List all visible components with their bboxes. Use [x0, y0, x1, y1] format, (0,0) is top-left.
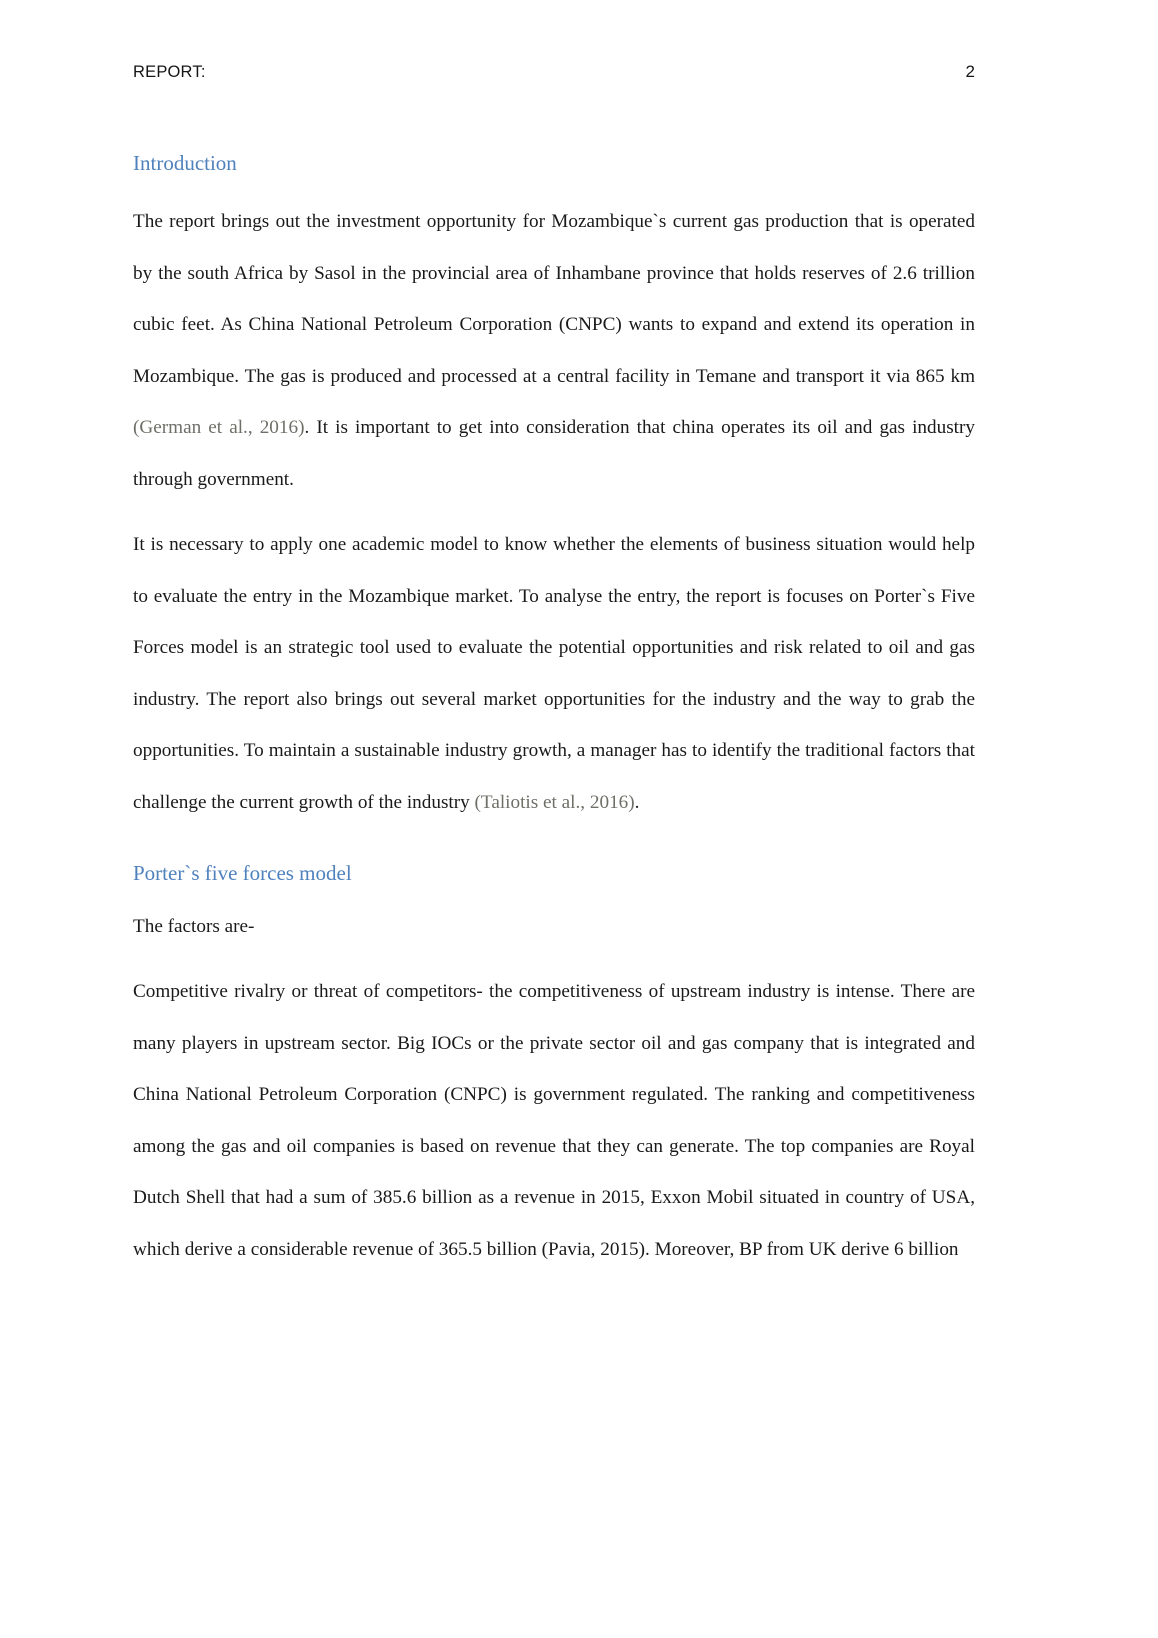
running-header	[133, 0, 975, 92]
citation-taliotis-2016: (Taliotis et al., 2016)	[474, 791, 635, 813]
text-run: Competitive rivalry or threat of competitors- the competitiveness of upstream industry is intense. There are many players in upstream sector. Big IOCs or the private sector oil and gas company that is integrated and China National Petroleum Corporation (CNPC) is government regulated. The ranking and competitiveness among the gas and oil companies is based on revenue that they can generate. The top companies are Royal Dutch Shell that had a sum of 385.6 billion as a revenue in 2015, Exxon Mobil situated in country of USA, which derive a considerable revenue of 365.5 billion (Pavia, 2015). Moreover, BP from UK derive 6 billion	[133, 981, 975, 1260]
page-number: 2	[965, 62, 975, 81]
citation-german-2016: (German et al., 2016)	[133, 417, 305, 439]
paragraph-intro-1	[133, 196, 975, 505]
text-run: The factors are-	[133, 915, 255, 937]
text-run: .	[634, 791, 640, 813]
section-spacer	[133, 842, 975, 860]
text-run: . It is important to get into consideration that china operates its oil and gas industry through government.	[133, 417, 975, 490]
header-title: REPORT:	[133, 63, 206, 81]
page-content-area	[133, 0, 975, 1275]
text-run: The report brings out the investment opportunity for Mozambique`s current gas production that is operated by the south Africa by Sasol in the provincial area of Inhambane province that holds reserves of 2.6 trillion cubic feet. As China National Petroleum Corporation (CNPC) wants to expand and extend its operation in Mozambique. The gas is produced and processed at a central facility in Temane and transport it via 865 km	[133, 211, 975, 387]
paragraph-intro-2	[133, 519, 975, 828]
text-run: It is necessary to apply one academic model to know whether the elements of business situation would help to evaluate the entry in the Mozambique market. To analyse the entry, the report is focuses on Porter`s Five Forces model is an strategic tool used to evaluate the potential opportunities and risk related to oil and gas industry. The report also brings out several market opportunities for the industry and the way to grab the opportunities. To maintain a sustainable industry growth, a manager has to identify the traditional factors that challenge the current growth of the industry	[133, 534, 975, 813]
paragraph-porter-1	[133, 901, 975, 953]
section-heading-porters-five-forces: Porter`s five forces model	[133, 861, 352, 886]
section-heading-introduction: Introduction	[133, 151, 237, 175]
paragraph-porter-2	[133, 966, 975, 1275]
document-body	[133, 150, 975, 1275]
